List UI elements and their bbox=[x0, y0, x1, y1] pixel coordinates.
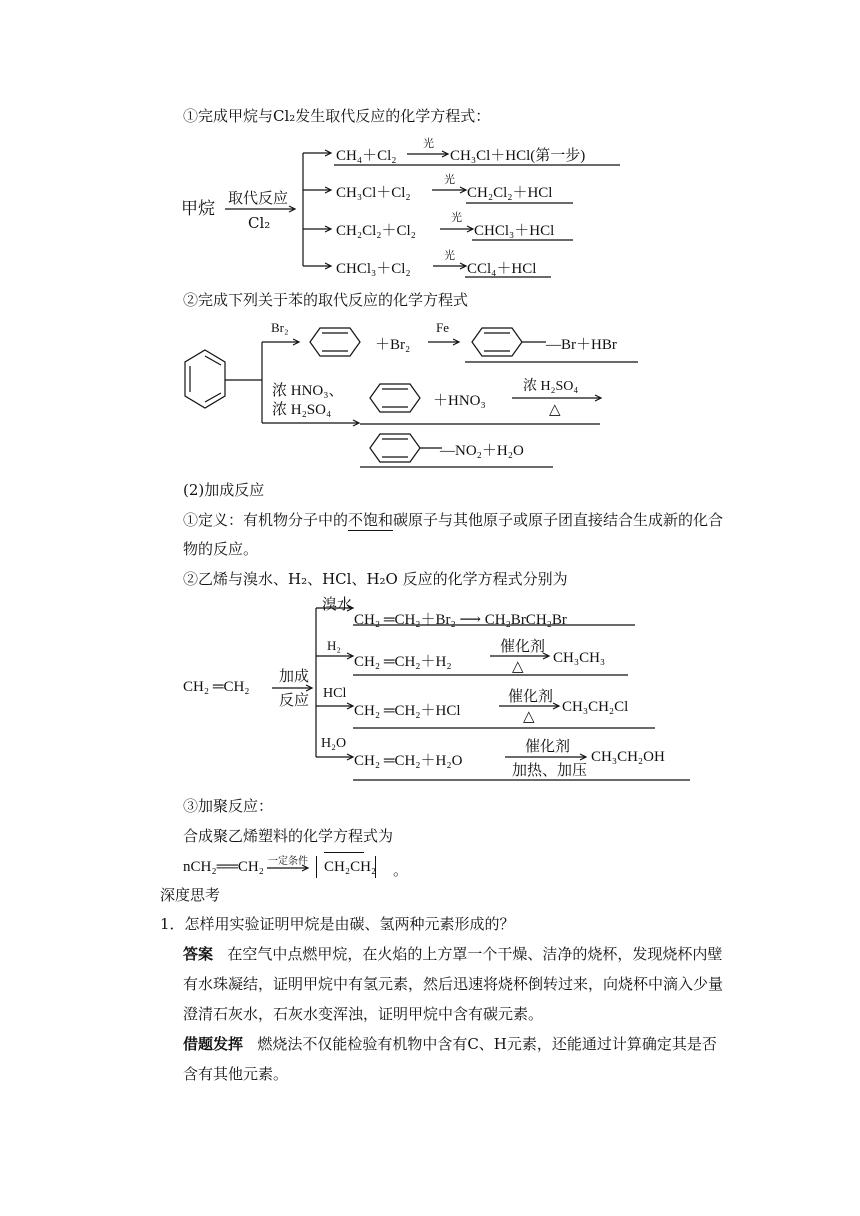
tip-line-1 bbox=[183, 1034, 717, 1054]
r2-cond-bottom: △ bbox=[512, 659, 524, 675]
polymer-heading: ③加聚反应： bbox=[183, 797, 274, 815]
polymer-bond bbox=[324, 852, 364, 853]
tip-line-2: 含有其他元素。 bbox=[183, 1065, 289, 1083]
definition-prefix: ①定义：有机物分子中的 bbox=[183, 511, 349, 529]
polymer-text: 合成聚乙烯塑料的化学方程式为 bbox=[183, 827, 394, 845]
r3-reagent: HCl bbox=[323, 686, 347, 701]
r4-cond-bottom: 加热、加压 bbox=[512, 761, 588, 779]
r3-cond-top: 催化剂 bbox=[508, 687, 554, 705]
r1-equation: CH₂ ═CH₂＋Br₂ ⟶ CH₂BrCH₂Br bbox=[354, 612, 567, 628]
methane-eq3-cond: 光 bbox=[451, 211, 462, 224]
methane-eq1-left: CH₄＋Cl₂ bbox=[336, 148, 397, 164]
addition-definition bbox=[183, 510, 723, 530]
r4-cond-top: 催化剂 bbox=[525, 737, 571, 755]
r2-reagent: H₂ bbox=[327, 638, 341, 653]
r2-product: CH₃CH₃ bbox=[553, 650, 606, 666]
benzene-branch2-cond-top: 浓 H₂SO₄ bbox=[523, 379, 579, 394]
benzene-branch2-reagent-2: 浓 H₂SO₄ bbox=[272, 402, 332, 418]
benzene-branch2-reagent-1: 浓 HNO₃、 bbox=[272, 383, 344, 399]
methane-eq4-left: CHCl₃＋Cl₂ bbox=[336, 261, 411, 277]
answer-line-3: 澄清石灰水，石灰水变浑浊，证明甲烷中含有碳元素。 bbox=[183, 1005, 544, 1023]
methane-eq4-cond: 光 bbox=[444, 249, 455, 262]
ethylene-arrow-top: 加成 bbox=[279, 667, 310, 685]
answer-line-1 bbox=[183, 944, 722, 964]
definition-suffix: 碳原子与其他原子或原子团直接结合生成新的化合 bbox=[393, 511, 724, 529]
answer-label: 答案 bbox=[183, 945, 214, 963]
benzene-branch1-reagent: Br₂ bbox=[271, 320, 289, 335]
definition-underlined: 不饱和 bbox=[348, 511, 394, 529]
polymer-product: CH₂CH₂ bbox=[324, 859, 377, 875]
r2-left: CH₂ ═CH₂＋H₂ bbox=[354, 654, 452, 670]
r4-left: CH₂ ═CH₂＋H₂O bbox=[354, 753, 463, 769]
r4-reagent: H₂O bbox=[321, 736, 347, 751]
r4-product: CH₃CH₂OH bbox=[591, 749, 665, 765]
r3-left: CH₂ ═CH₂＋HCl bbox=[354, 703, 461, 719]
ethylene-intro: ②乙烯与溴水、H₂、HCl、H₂O 反应的化学方程式分别为 bbox=[183, 570, 568, 588]
methane-reactant: 甲烷 bbox=[181, 199, 215, 219]
methane-arrow-top: 取代反应 bbox=[228, 189, 289, 207]
methane-eq2-left: CH₃Cl＋Cl₂ bbox=[336, 185, 411, 201]
polymer-cond: 一定条件 bbox=[268, 856, 308, 867]
benzene-branch1-prod: —Br＋HBr bbox=[546, 337, 617, 353]
question-1: 1．怎样用实验证明甲烷是由碳、氢两种元素形成的？ bbox=[160, 915, 515, 933]
answer-line-2: 有水珠凝结，证明甲烷中有氢元素，然后迅速将烧杯倒转过来，向烧杯中滴入少量 bbox=[183, 975, 724, 993]
thinking-heading: 深度思考 bbox=[160, 886, 221, 904]
benzene-branch2-cond-bottom: △ bbox=[549, 402, 561, 418]
benzene-branch2-plus: ＋HNO₃ bbox=[433, 393, 486, 409]
benzene-branch1-plus: ＋Br₂ bbox=[375, 337, 411, 353]
ethylene-arrow-bottom: 反应 bbox=[279, 691, 310, 709]
methane-eq3-left: CH₂Cl₂＋Cl₂ bbox=[336, 223, 416, 239]
r3-cond-bottom: △ bbox=[523, 709, 535, 725]
addition-heading: (2)加成反应 bbox=[183, 481, 265, 499]
methane-eq3-prod: CHCl₃＋HCl bbox=[474, 223, 555, 239]
methane-eq2-cond: 光 bbox=[444, 173, 455, 186]
methane-eq1-cond: 光 bbox=[423, 137, 434, 150]
definition-line2: 物的反应。 bbox=[183, 540, 259, 558]
tip-label: 借题发挥 bbox=[183, 1035, 244, 1053]
ethylene-reactant: CH₂ ═CH₂ bbox=[183, 679, 250, 695]
r2-cond-top: 催化剂 bbox=[500, 637, 546, 655]
benzene-branch2-prod: —NO₂＋H₂O bbox=[440, 443, 524, 459]
answer-text-1: 在空气中点燃甲烷，在火焰的上方罩一个干燥、洁净的烧杯，发现烧杯内壁 bbox=[227, 945, 723, 963]
benzene-intro: ②完成下列关于苯的取代反应的化学方程式 bbox=[183, 291, 469, 309]
r3-product: CH₃CH₂Cl bbox=[562, 699, 629, 715]
methane-eq1-prod: CH₃Cl＋HCl(第一步) bbox=[450, 148, 586, 164]
polymer-eq-left: nCH₂══CH₂ bbox=[183, 859, 264, 875]
tip-text-1: 燃烧法不仅能检验有机物中含有C、H元素，还能通过计算确定其是否 bbox=[257, 1035, 717, 1053]
methane-eq4-prod: CCl₄＋HCl bbox=[467, 261, 537, 277]
methane-eq2-prod: CH₂Cl₂＋HCl bbox=[467, 185, 553, 201]
methane-arrow-bottom: Cl₂ bbox=[248, 214, 271, 232]
benzene-branch1-cond: Fe bbox=[436, 320, 449, 335]
methane-intro: ①完成甲烷与Cl₂发生取代反应的化学方程式： bbox=[183, 107, 491, 125]
r1-reagent: 溴水 bbox=[322, 595, 353, 613]
polymer-end: 。 bbox=[393, 863, 409, 879]
